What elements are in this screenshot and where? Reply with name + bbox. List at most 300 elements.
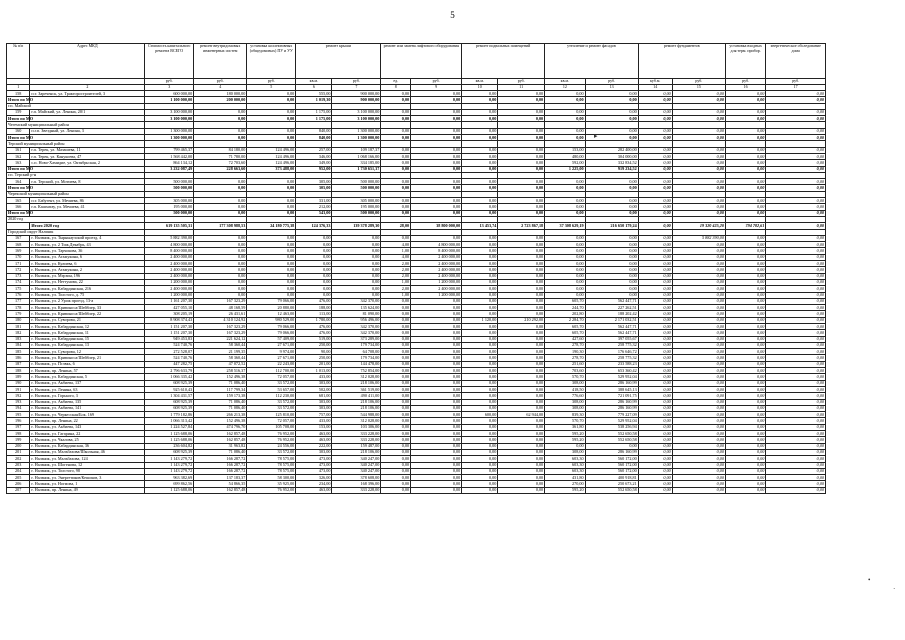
- value-cell: 12 463,00: [247, 311, 296, 317]
- value-cell: 0,00: [638, 109, 672, 115]
- value-cell: 221 624,12: [194, 336, 247, 342]
- value-cell: 195 000,00: [145, 204, 194, 210]
- value-cell: 0,00: [672, 147, 725, 153]
- value-cell: 0,00: [462, 349, 498, 355]
- value-cell: 218 106,00: [332, 405, 381, 411]
- address-cell: г.п. Майский, ул. Ленина, 20/1: [30, 109, 145, 115]
- value-cell: 84 180,00: [194, 147, 247, 153]
- value-cell: 0,00: [725, 153, 765, 159]
- value-cell: 308,00: [545, 380, 585, 386]
- value-cell: 433,00: [296, 418, 332, 424]
- value-cell: 71 086,40: [194, 405, 247, 411]
- value-cell: 473,00: [296, 468, 332, 474]
- value-cell: 0,00: [725, 412, 765, 418]
- value-cell: 0,00: [332, 261, 381, 267]
- value-cell: 0,00: [411, 349, 462, 355]
- value-cell: 2 400 000,00: [411, 254, 462, 260]
- value-cell: 8 400 000,00: [411, 248, 462, 254]
- value-cell: 0,00: [725, 481, 765, 487]
- address-cell: г. Нальчик, ул. Шогенова, 12: [30, 462, 145, 468]
- value-cell: 0,00: [638, 273, 672, 279]
- address-cell: г. Нальчик, ул. Атажукина, 6: [30, 254, 145, 260]
- value-cell: 0,00: [725, 405, 765, 411]
- value-cell: 0,00: [672, 198, 725, 204]
- value-cell: 0,00: [766, 336, 826, 342]
- value-cell: 78 575,00: [247, 462, 296, 468]
- address-cell: г.п. Кашхатау, ул. Мечиева, 41: [30, 204, 145, 210]
- value-cell: 560 172,00: [585, 468, 638, 474]
- value-cell: 0,00: [725, 349, 765, 355]
- value-cell: 0,00: [766, 116, 826, 122]
- value-cell: 0,00: [247, 267, 296, 273]
- value-cell: 0,00: [725, 198, 765, 204]
- value-cell: 0,00: [766, 487, 826, 493]
- value-cell: 0,00: [462, 279, 498, 285]
- value-cell: 312 028,00: [332, 374, 381, 380]
- value-cell: 308 205,19: [145, 311, 194, 317]
- value-cell: 0,00: [194, 273, 247, 279]
- value-cell: 105 708,00: [247, 424, 296, 430]
- value-cell: 721 091,75: [585, 393, 638, 399]
- value-cell: 0,00: [411, 185, 462, 191]
- value-cell: 0,00: [545, 97, 585, 103]
- value-cell: 112 230,00: [247, 393, 296, 399]
- value-cell: 0,00: [766, 179, 826, 185]
- row-number-cell: 191: [7, 386, 30, 392]
- value-cell: 2 400 000,00: [411, 261, 462, 267]
- value-cell: 0,00: [247, 116, 296, 122]
- value-cell: 0,00: [766, 475, 826, 481]
- value-cell: 0,00: [766, 449, 826, 455]
- value-cell: 0,00: [766, 135, 826, 141]
- value-cell: 0,00: [638, 235, 672, 241]
- value-cell: 2,00: [381, 267, 411, 273]
- value-cell: 76 952,00: [247, 487, 296, 493]
- value-cell: 0,00: [462, 330, 498, 336]
- value-cell: 0,00: [462, 355, 498, 361]
- row-number-cell: 186: [7, 355, 30, 361]
- value-cell: 33 572,00: [247, 380, 296, 386]
- value-cell: 0,00: [247, 210, 296, 216]
- address-cell: г. Нальчик, ул. Псэвкь, 6: [30, 361, 145, 367]
- value-cell: 0,00: [766, 361, 826, 367]
- value-cell: 0,00: [462, 386, 498, 392]
- value-cell: 0,00: [411, 109, 462, 115]
- value-cell: 0,00: [672, 279, 725, 285]
- value-cell: 3 100 000,00: [332, 109, 381, 115]
- value-cell: 64 708,00: [332, 349, 381, 355]
- row-number-cell: 173: [7, 273, 30, 279]
- address-cell: г. Нальчик, ул. Кабардинская, 5: [30, 374, 145, 380]
- value-cell: 1 161 207,30: [145, 298, 194, 304]
- value-cell: 0,00: [585, 443, 638, 449]
- value-cell: 1 300 000,00: [145, 135, 194, 141]
- value-cell: 524 740,76: [145, 342, 194, 348]
- value-cell: 0,00: [638, 361, 672, 367]
- value-cell: 176 646,72: [585, 349, 638, 355]
- value-cell: 0,00: [585, 279, 638, 285]
- value-cell: 0,00: [194, 135, 247, 141]
- value-cell: 0,00: [411, 311, 462, 317]
- value-cell: 0,00: [638, 342, 672, 348]
- value-cell: 1 125 688,06: [145, 437, 194, 443]
- value-cell: 0,00: [498, 109, 545, 115]
- value-cell: 1 100 000,00: [145, 97, 194, 103]
- value-cell: 0,00: [638, 355, 672, 361]
- value-cell: 0,00: [381, 147, 411, 153]
- value-cell: 3 100 000,00: [145, 109, 194, 115]
- value-cell: 0,00: [381, 405, 411, 411]
- value-cell: 0,00: [545, 135, 585, 141]
- value-cell: 342 370,00: [332, 330, 381, 336]
- value-cell: 0,00: [545, 254, 585, 260]
- address-cell: г. Нальчик, ул. Кабардинская, 15: [30, 336, 145, 342]
- value-cell: 0,00: [672, 242, 725, 248]
- value-cell: 137 183,37: [194, 475, 247, 481]
- value-cell: 222,00: [296, 443, 332, 449]
- value-cell: 605,70: [545, 298, 585, 304]
- row-number-cell: 174: [7, 279, 30, 285]
- value-cell: 427 055,10: [145, 305, 194, 311]
- value-cell: 303,00: [296, 405, 332, 411]
- value-cell: 250 673,21: [585, 481, 638, 487]
- value-cell: 1 120,00: [462, 317, 498, 323]
- unit-cell: руб.: [145, 79, 194, 85]
- value-cell: 388 645,13: [585, 386, 638, 392]
- value-cell: 0,00: [462, 166, 498, 172]
- repair-program-table-wrap: [6, 43, 826, 494]
- value-cell: 0,00: [462, 449, 498, 455]
- column-number-cell: 11: [498, 85, 545, 91]
- value-cell: 0,00: [462, 185, 498, 191]
- value-cell: 500 000,00: [145, 210, 194, 216]
- value-cell: 0,00: [545, 279, 585, 285]
- value-cell: 177 308 988,53: [194, 223, 247, 229]
- value-cell: 0,00: [725, 431, 765, 437]
- column-number-cell: 4: [194, 85, 247, 91]
- row-number-cell: 178: [7, 305, 30, 311]
- value-cell: 305,00: [296, 185, 332, 191]
- value-cell: 0,00: [498, 342, 545, 348]
- value-cell: 0,00: [585, 286, 638, 292]
- value-cell: 0,00: [411, 204, 462, 210]
- value-cell: 0,00: [498, 386, 545, 392]
- value-cell: 152 496,38: [194, 418, 247, 424]
- value-cell: 0,00: [194, 261, 247, 267]
- value-cell: 0,00: [545, 242, 585, 248]
- value-cell: 0,00: [725, 437, 765, 443]
- unit-cell: руб.: [585, 79, 638, 85]
- value-cell: 0,00: [462, 468, 498, 474]
- value-cell: 0,00: [462, 418, 498, 424]
- value-cell: 0,00: [381, 179, 411, 185]
- value-cell: 0,00: [247, 242, 296, 248]
- value-cell: 0,00: [638, 292, 672, 298]
- value-cell: 0,00: [766, 166, 826, 172]
- row-number-cell: 199: [7, 437, 30, 443]
- value-cell: 286 160,99: [585, 449, 638, 455]
- value-cell: 0,00: [638, 279, 672, 285]
- value-cell: 0,00: [194, 198, 247, 204]
- value-cell: 0,00: [381, 380, 411, 386]
- address-cell: г. Нальчик, ул. Суворова, 12: [30, 349, 145, 355]
- value-cell: 473,00: [296, 462, 332, 468]
- unit-cell: кв.м.: [462, 79, 498, 85]
- value-cell: 0,00: [585, 185, 638, 191]
- value-cell: 0,00: [498, 456, 545, 462]
- value-cell: 0,00: [462, 380, 498, 386]
- row-number-cell: 200: [7, 443, 30, 449]
- address-cell: г.п. Терский, ул. Мотиева, 8: [30, 179, 145, 185]
- value-cell: 0,00: [766, 279, 826, 285]
- value-cell: 0,00: [411, 418, 462, 424]
- value-cell: 0,00: [498, 210, 545, 216]
- value-cell: 0,00: [672, 298, 725, 304]
- value-cell: 0,00: [462, 97, 498, 103]
- value-cell: 188 202,42: [585, 311, 638, 317]
- value-cell: 0,00: [672, 330, 725, 336]
- value-cell: 570,70: [545, 418, 585, 424]
- row-number-cell: 203: [7, 462, 30, 468]
- row-number-cell: 163: [7, 160, 30, 166]
- value-cell: 529 952,04: [585, 374, 638, 380]
- value-cell: 0,00: [638, 153, 672, 159]
- value-cell: 71 086,40: [194, 380, 247, 386]
- value-cell: 1 175,00: [296, 109, 332, 115]
- address-cell: г. Нальчик, ул. Тарчокова, 36: [30, 248, 145, 254]
- row-number-cell: Итого по МО: [8, 166, 34, 172]
- value-cell: 500 000,00: [332, 185, 381, 191]
- value-cell: 2 400 000,00: [411, 267, 462, 273]
- value-cell: 0,00: [462, 292, 498, 298]
- value-cell: 0,00: [725, 204, 765, 210]
- value-cell: 0,00: [411, 468, 462, 474]
- value-cell: 0,00: [411, 380, 462, 386]
- value-cell: 0,00: [381, 481, 411, 487]
- value-cell: 0,00: [381, 210, 411, 216]
- value-cell: 1 066 313,42: [145, 418, 194, 424]
- value-cell: 0,00: [411, 487, 462, 493]
- value-cell: 555,00: [296, 91, 332, 97]
- value-cell: 0,00: [498, 336, 545, 342]
- value-cell: 0,00: [766, 468, 826, 474]
- value-cell: 361 519,00: [332, 386, 381, 392]
- value-cell: 463,00: [296, 487, 332, 493]
- value-cell: 0,00: [672, 405, 725, 411]
- value-cell: 0,00: [498, 147, 545, 153]
- value-cell: 3 100 000,00: [332, 116, 381, 122]
- value-cell: 0,00: [672, 261, 725, 267]
- value-cell: 0,00: [638, 399, 672, 405]
- row-number-cell: 161: [7, 147, 30, 153]
- value-cell: 1 300 000,00: [332, 128, 381, 134]
- value-cell: 210 292,00: [498, 317, 545, 323]
- section-label: г.п. Майский: [7, 103, 145, 109]
- value-cell: 0,00: [381, 153, 411, 159]
- value-cell: 500 000,00: [332, 210, 381, 216]
- row-number-cell: Итого по МО: [8, 134, 34, 140]
- value-cell: 2 171 032,51: [585, 317, 638, 323]
- value-cell: 0,00: [498, 279, 545, 285]
- value-cell: 0,00: [638, 248, 672, 254]
- value-cell: 305 000,00: [332, 198, 381, 204]
- address-cell: г. Нальчик, ул. 2 Тиж.Декабрь, 43: [30, 242, 145, 248]
- value-cell: 0,00: [381, 317, 411, 323]
- row-number-cell: 190: [7, 380, 30, 386]
- value-cell: 0,00: [672, 254, 725, 260]
- section-label: г.п. Терский р-н: [7, 172, 145, 178]
- value-cell: 2 400 000,00: [145, 261, 194, 267]
- value-cell: 0,00: [766, 374, 826, 380]
- row-number-cell: 170: [7, 254, 30, 260]
- row-number-cell: 205: [7, 475, 30, 481]
- col-header-total: Стоимость капитального ремонта ВСЕГО: [145, 44, 194, 79]
- value-cell: 27 671,00: [247, 355, 296, 361]
- value-cell: 167 323,29: [194, 298, 247, 304]
- value-cell: 0,00: [638, 147, 672, 153]
- value-cell: 0,00: [638, 418, 672, 424]
- value-cell: 963 382,69: [145, 475, 194, 481]
- row-number-cell: 171: [7, 261, 30, 267]
- value-cell: 0,00: [672, 462, 725, 468]
- value-cell: 0,00: [462, 298, 498, 304]
- value-cell: 0,00: [725, 261, 765, 267]
- row-number-cell: 187: [7, 361, 30, 367]
- value-cell: 1 013,00: [296, 368, 332, 374]
- value-cell: 543,00: [296, 210, 332, 216]
- value-cell: 159 173,38: [194, 393, 247, 399]
- value-cell: 308,00: [545, 405, 585, 411]
- value-cell: 0,00: [725, 109, 765, 115]
- column-number-cell: 13: [585, 85, 638, 91]
- row-number-cell: 204: [7, 468, 30, 474]
- value-cell: 286 160,99: [585, 405, 638, 411]
- value-cell: 0,00: [672, 437, 725, 443]
- value-cell: 212,00: [296, 204, 332, 210]
- value-cell: 1 568 442,00: [145, 153, 194, 159]
- value-cell: 0,00: [545, 210, 585, 216]
- col-header-facade: утепление и ремонт фасадов: [545, 44, 639, 79]
- row-number-cell: 180: [7, 317, 30, 323]
- value-cell: 0,00: [672, 355, 725, 361]
- table-row: [7, 487, 826, 493]
- value-cell: 480,00: [545, 153, 585, 159]
- column-number-cell: 1: [7, 85, 30, 91]
- address-cell: г. Нальчик, ул. Кулиева, 6: [30, 261, 145, 267]
- value-cell: 378 608,00: [332, 475, 381, 481]
- value-cell: 1 151 207,30: [145, 330, 194, 336]
- value-cell: 1 143 279,72: [145, 468, 194, 474]
- row-number-cell: 195: [7, 412, 30, 418]
- unit-cell: кв.м.: [545, 79, 585, 85]
- value-cell: 0,00: [247, 198, 296, 204]
- address-cell: г. Нальчик, ул. Ногмова, 1: [30, 481, 145, 487]
- value-cell: 0,00: [672, 135, 725, 141]
- value-cell: 24 556,00: [247, 443, 296, 449]
- value-cell: 0,00: [766, 286, 826, 292]
- value-cell: 0,00: [766, 97, 826, 103]
- value-cell: 0,00: [411, 323, 462, 329]
- value-cell: 124 496,00: [247, 153, 296, 159]
- value-cell: 0,00: [672, 91, 725, 97]
- value-cell: 0,00: [672, 267, 725, 273]
- value-cell: 0,00: [638, 91, 672, 97]
- value-cell: 0,00: [672, 97, 725, 103]
- value-cell: 0,00: [725, 380, 765, 386]
- value-cell: 258 775,32: [585, 342, 638, 348]
- value-cell: 0,00: [766, 412, 826, 418]
- value-cell: 0,00: [381, 323, 411, 329]
- value-cell: 0,00: [638, 437, 672, 443]
- value-cell: 38 800 000,00: [411, 223, 462, 229]
- value-cell: 681,00: [296, 393, 332, 399]
- value-cell: 900 000,00: [332, 97, 381, 103]
- value-cell: 0,00: [725, 286, 765, 292]
- value-cell: 0,00: [411, 405, 462, 411]
- col-header-meters: установка коллективных (общедомовых) ПУ и УУ: [247, 44, 296, 79]
- value-cell: 0,00: [194, 128, 247, 134]
- value-cell: 2 400 000,00: [145, 273, 194, 279]
- value-cell: 0,00: [766, 147, 826, 153]
- value-cell: 0,00: [545, 443, 585, 449]
- address-cell: г. Нальчик, ул. Тырныаузский проезд, 4: [30, 235, 145, 241]
- value-cell: 0,00: [585, 254, 638, 260]
- address-cell: г. Нальчик, пр. Ленина, 49: [30, 487, 145, 493]
- col-header-devices: установка входных для терм. прибор.: [725, 44, 765, 79]
- row-number-cell: 201: [7, 449, 30, 455]
- value-cell: 0,00: [672, 449, 725, 455]
- value-cell: 0,00: [462, 286, 498, 292]
- address-cell: г. Нальчик, ул. Кривоноса/Шейблер, 33: [30, 305, 145, 311]
- value-cell: 0,00: [411, 393, 462, 399]
- value-cell: 0,00: [296, 286, 332, 292]
- value-cell: 0,00: [462, 361, 498, 367]
- value-cell: 0,00: [498, 267, 545, 273]
- value-cell: 0,00: [411, 210, 462, 216]
- value-cell: 3 232 087,49: [145, 166, 194, 172]
- value-cell: 162 857,48: [194, 487, 247, 493]
- row-number-cell: 192: [7, 393, 30, 399]
- value-cell: 0,00: [545, 286, 585, 292]
- value-cell: 0,00: [462, 399, 498, 405]
- value-cell: 0,00: [296, 254, 332, 260]
- value-cell: 0,00: [766, 399, 826, 405]
- row-number-cell: 165: [7, 198, 30, 204]
- value-cell: 0,00: [411, 179, 462, 185]
- value-cell: 0,00: [498, 185, 545, 191]
- value-cell: 0,00: [638, 135, 672, 141]
- value-cell: 0,00: [194, 109, 247, 115]
- value-cell: 956 496,00: [332, 317, 381, 323]
- table-header-row: [7, 44, 826, 79]
- address-cell: г. Нальчик, ул. Кривоноса/Шейблер, 22: [30, 311, 145, 317]
- value-cell: 0,00: [672, 342, 725, 348]
- value-cell: 447 282,75: [145, 361, 194, 367]
- value-cell: 0,00: [498, 349, 545, 355]
- value-cell: 0,00: [545, 235, 585, 241]
- value-cell: 0,00: [638, 210, 672, 216]
- value-cell: 0,00: [332, 248, 381, 254]
- value-cell: 190,30: [545, 349, 585, 355]
- value-cell: 0,00: [498, 286, 545, 292]
- value-cell: 0,00: [638, 160, 672, 166]
- value-cell: 1 143 279,72: [145, 462, 194, 468]
- value-cell: 0,00: [498, 204, 545, 210]
- address-cell: г. Нальчик, ул. Толстого, 98: [30, 468, 145, 474]
- value-cell: 0,00: [766, 305, 826, 311]
- value-cell: 0,00: [194, 254, 247, 260]
- value-cell: 72 057,00: [247, 374, 296, 380]
